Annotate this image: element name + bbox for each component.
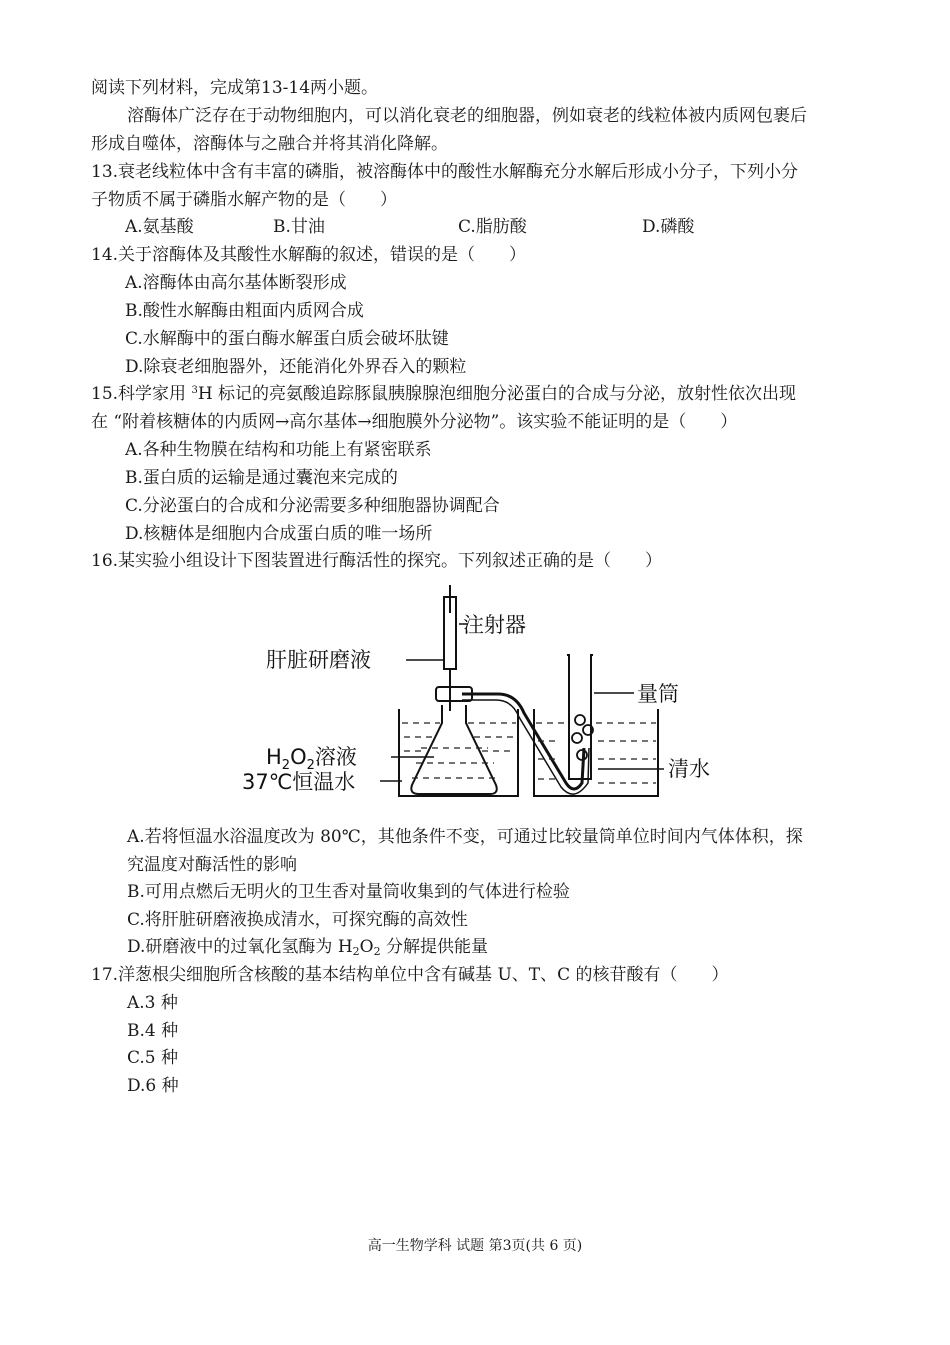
q15-stem-line2: 在 “附着核糖体的内质网→高尔基体→细胞膜外分泌物”。该实验不能证明的是（ ） (91, 412, 738, 432)
q17-option-a: A.3 种 (127, 993, 178, 1013)
q17-stem: 17.洋葱根尖细胞所含核酸的基本结构单位中含有碱基 U、T、C 的核苷酸有（ ） (91, 965, 729, 985)
q16-option-d (127, 935, 488, 959)
clear-water-label: 清水 (668, 757, 710, 781)
water-level-lines (402, 723, 656, 783)
material-text-line1: 溶酶体广泛存在于动物细胞内，可以消化衰老的细胞器，例如衰老的线粒体被内质网包裹后 (127, 106, 807, 126)
h2o2-label-pre: H (266, 745, 282, 769)
q16-option-c: C.将肝脏研磨液换成清水，可探究酶的高效性 (127, 910, 468, 930)
h2o2-sub1: 2 (281, 758, 291, 773)
q13-stem-line2: 子物质不属于磷脂水解产物的是（ ） (91, 190, 397, 210)
q16-option-d-post: 分解提供能量 (380, 937, 488, 957)
q15-option-b: B.蛋白质的运输是通过囊泡来完成的 (125, 468, 398, 488)
q16-option-a-line1: A.若将恒温水浴温度改为 80℃，其他条件不变，可通过比较量筒单位时间内气体体积，探 (127, 827, 803, 847)
water-bath-container (399, 709, 518, 796)
q14-option-a: A.溶酶体由高尔基体断裂形成 (125, 273, 347, 293)
water-bath-label: 37℃恒温水 (242, 770, 356, 794)
h2o2-sub2: 2 (306, 758, 315, 773)
q16-option-b: B.可用点燃后无明火的卫生香对量筒收集到的气体进行检验 (127, 882, 570, 902)
delivery-tube (462, 694, 584, 789)
q14-option-b: B.酸性水解酶由粗面内质网合成 (125, 301, 364, 321)
q16-stem: 16.某实验小组设计下图装置进行酶活性的探究。下列叙述正确的是（ ） (91, 551, 663, 571)
q14-option-c: C.水解酶中的蛋白酶水解蛋白质会破坏肽键 (125, 329, 449, 349)
q14-stem: 14.关于溶酶体及其酸性水解酶的叙述，错误的是（ ） (91, 245, 527, 265)
q14-option-d: D.除衰老细胞器外，还能消化外界吞入的颗粒 (125, 357, 467, 377)
q16-option-d-sub1: 2 (352, 945, 360, 958)
q17-option-c: C.5 种 (127, 1048, 179, 1068)
gas-bubble (575, 715, 585, 725)
q17-option-b: B.4 种 (127, 1021, 179, 1041)
q16-option-d-mid: O (359, 937, 374, 957)
enzyme-apparatus-diagram (236, 583, 726, 810)
material-text-line2: 形成自噬体，溶酶体与之融合并将其消化降解。 (91, 134, 448, 154)
h2o2-mid: O (290, 745, 307, 769)
q15-option-d: D.核糖体是细胞内合成蛋白质的唯一场所 (125, 524, 433, 544)
water-trough (534, 709, 658, 796)
q15-option-c: C.分泌蛋白的合成和分泌需要多种细胞器协调配合 (125, 496, 500, 516)
q13-stem-line1: 13.衰老线粒体中含有丰富的磷脂，被溶酶体中的酸性水解酶充分水解后形成小分子，下列小分 (91, 162, 799, 182)
q15-option-a: A.各种生物膜在结构和功能上有紧密联系 (125, 440, 432, 460)
q13-option-a: A.氨基酸 (125, 217, 194, 237)
q13-option-c: C.脂肪酸 (458, 217, 527, 237)
conical-flask (411, 705, 496, 794)
q13-option-d: D.磷酸 (642, 217, 695, 237)
h2o2-solution-label (266, 745, 357, 773)
measuring-cylinder-label: 量筒 (637, 682, 679, 706)
q16-option-d-sub2: 2 (373, 945, 381, 958)
q15-stem-line1 (91, 382, 796, 406)
q16-option-a-line2: 究温度对酶活性的影响 (127, 855, 297, 875)
h2o2-label-post: 溶液 (314, 745, 357, 769)
material-lead: 阅读下列材料，完成第13-14两小题。 (91, 78, 379, 98)
syringe-label: 注射器 (463, 613, 526, 637)
q15-isotope-mass: 3 (191, 385, 198, 396)
gas-bubble (572, 733, 582, 743)
q16-option-d-pre: D.研磨液中的过氧化氢酶为 H (127, 937, 353, 957)
q15-stem-rest: H 标记的亮氨酸追踪豚鼠胰腺腺泡细胞分泌蛋白的合成与分泌，放射性依次出现 (197, 384, 797, 404)
q13-options (0, 215, 950, 239)
q13-option-b: B.甘油 (273, 217, 325, 237)
q15-stem-prefix: 15.科学家用 (91, 384, 192, 404)
liver-extract-label: 肝脏研磨液 (266, 648, 371, 672)
q17-option-d: D.6 种 (127, 1076, 179, 1096)
page-footer: 高一生物学科 试题 第3页(共 6 页) (367, 1238, 583, 1254)
